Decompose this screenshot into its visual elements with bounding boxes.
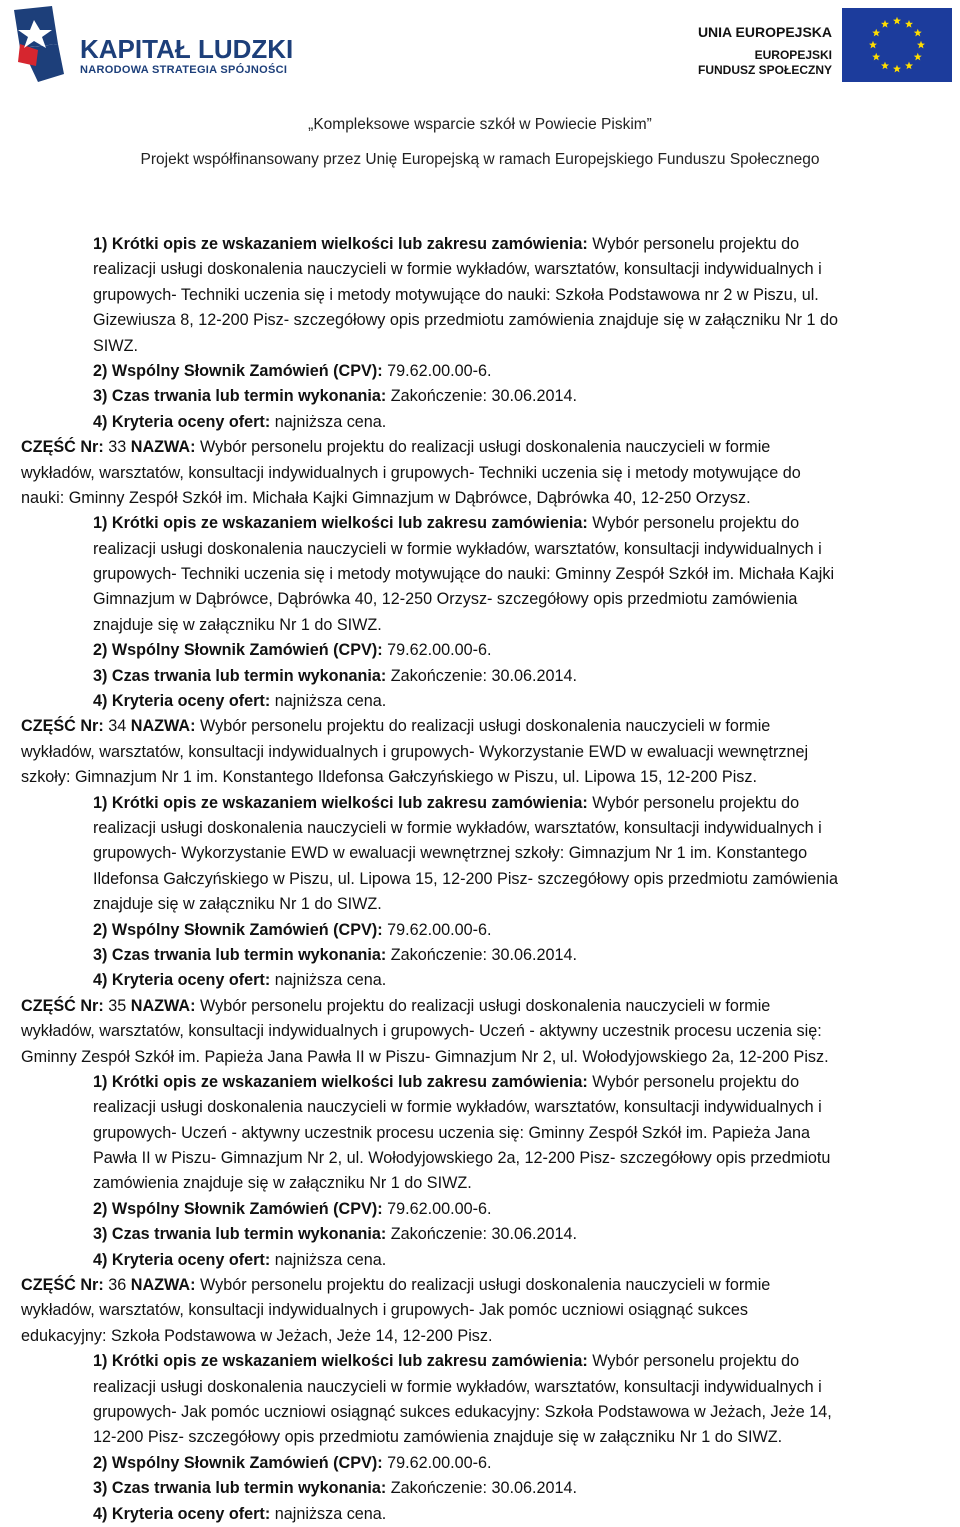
line-label: 1) Krótki opis ze wskazaniem wielkości lub zakresu zamówienia: <box>93 514 588 533</box>
line-text: najniższa cena. <box>270 1504 387 1523</box>
line-text: 35 <box>103 996 131 1015</box>
text-line <box>0 1425 960 1450</box>
text-line <box>0 1273 960 1298</box>
line-label: 3) Czas trwania lub termin wykonania: <box>93 1225 387 1244</box>
line-text: 79.62.00.00-6. <box>382 361 492 380</box>
eu-logo-line3: FUNDUSZ SPOŁECZNY <box>697 63 832 77</box>
line-text-name: Wybór personelu projektu do realizacji usługi doskonalenia nauczycieli w formie <box>195 438 771 457</box>
text-line <box>0 1095 960 1120</box>
line-label: 4) Kryteria oceny ofert: <box>93 692 271 711</box>
line-text: wykładów, warsztatów, konsultacji indywidualnych i grupowych- Uczeń - aktywny uczestnik procesu uczenia się: <box>21 1022 822 1041</box>
line-text: SIWZ. <box>93 336 138 355</box>
eu-logo <box>690 8 952 82</box>
line-text: 34 <box>103 717 131 736</box>
text-line <box>0 994 960 1019</box>
line-text: Wybór personelu projektu do <box>587 1352 800 1371</box>
line-label: 1) Krótki opis ze wskazaniem wielkości lub zakresu zamówienia: <box>93 235 588 253</box>
text-line <box>0 1451 960 1476</box>
text-line <box>0 257 960 282</box>
line-text: Zakończenie: 30.06.2014. <box>386 1479 578 1498</box>
line-text: Wybór personelu projektu do <box>587 793 800 812</box>
eu-logo-line1: UNIA EUROPEJSKA <box>697 24 832 40</box>
text-line <box>0 689 960 714</box>
line-text: grupowych- Techniki uczenia się i metody motywujące do nauki: Szkoła Podstawowa nr 2 w Piszu, ul. <box>93 285 819 304</box>
text-line <box>0 765 960 790</box>
text-line <box>0 537 960 562</box>
line-text: Zakończenie: 30.06.2014. <box>386 387 578 406</box>
line-text: 33 <box>103 438 131 457</box>
line-text: Wybór personelu projektu do <box>587 1072 800 1091</box>
text-line <box>0 918 960 943</box>
text-line <box>0 638 960 663</box>
text-line <box>0 968 960 993</box>
text-line <box>0 232 960 257</box>
line-text-name: Wybór personelu projektu do realizacji usługi doskonalenia nauczycieli w formie <box>195 717 771 736</box>
line-label: 2) Wspólny Słownik Zamówień (CPV): <box>93 361 383 380</box>
text-line <box>0 410 960 435</box>
line-label: 4) Kryteria oceny ofert: <box>93 971 271 990</box>
line-text: szkoły: Gimnazjum Nr 1 im. Konstantego Ildefonsa Gałczyńskiego w Piszu, ul. Lipowa 15, 12-200 Pisz. <box>21 768 757 787</box>
text-line <box>0 435 960 460</box>
text-line <box>0 791 960 816</box>
line-text: realizacji usługi doskonalenia nauczycieli w formie wykładów, warsztatów, konsultacji indywidualnych i <box>93 1098 822 1117</box>
line-text: Gimnazjum w Dąbrówce, Dąbrówka 40, 12-250 Orzysz- szczegółowy opis przedmiotu zamówienia <box>93 590 798 609</box>
line-text: wykładów, warsztatów, konsultacji indywidualnych i grupowych- Techniki uczenia się i metody motywujące do <box>21 463 801 482</box>
project-title: „Kompleksowe wsparcie szkół w Powiecie Piskim” <box>308 116 652 133</box>
text-line <box>0 1349 960 1374</box>
text-line <box>0 1502 960 1527</box>
text-line <box>0 1324 960 1349</box>
text-line <box>0 1070 960 1095</box>
text-line <box>0 1121 960 1146</box>
text-line <box>0 384 960 409</box>
line-label-name: NAZWA: <box>130 717 196 736</box>
line-label: 4) Kryteria oceny ofert: <box>93 1504 271 1523</box>
line-text: Pawła II w Piszu- Gimnazjum Nr 2, ul. Wołodyjowskiego 2a, 12-200 Pisz- szczegółowy opis przedmiotu <box>93 1149 831 1168</box>
line-text: realizacji usługi doskonalenia nauczycieli w formie wykładów, warsztatów, konsultacji indywidualnych i <box>93 539 822 558</box>
kapital-ludzki-logo <box>8 4 308 92</box>
text-line <box>0 1248 960 1273</box>
line-text: najniższa cena. <box>270 1250 387 1269</box>
text-line <box>0 1146 960 1171</box>
line-text: Ildefonsa Gałczyńskiego w Piszu, ul. Lipowa 15, 12-200 Pisz- szczegółowy opis przedmiotu zamówienia <box>93 869 838 888</box>
line-text: realizacji usługi doskonalenia nauczycieli w formie wykładów, warsztatów, konsultacji indywidualnych i <box>93 260 822 279</box>
line-text: 79.62.00.00-6. <box>382 1453 492 1472</box>
line-label: 3) Czas trwania lub termin wykonania: <box>93 387 387 406</box>
line-text: 12-200 Pisz- szczegółowy opis przedmiotu zamówienia znajduje się w załączniku Nr 1 do SIWZ. <box>93 1428 783 1447</box>
line-text: grupowych- Wykorzystanie EWD w ewaluacji wewnętrznej szkoły: Gimnazjum Nr 1 im. Konstantego <box>93 844 808 863</box>
line-text: wykładów, warsztatów, konsultacji indywidualnych i grupowych- Jak pomóc uczniowi osiągnąć sukces <box>21 1301 748 1320</box>
line-label: 3) Czas trwania lub termin wykonania: <box>93 666 387 685</box>
line-label-name: NAZWA: <box>130 438 196 457</box>
text-line <box>0 1400 960 1425</box>
text-line <box>0 1019 960 1044</box>
text-line <box>0 943 960 968</box>
line-text: 36 <box>103 1276 131 1295</box>
line-label: 3) Czas trwania lub termin wykonania: <box>93 945 387 964</box>
line-label: 1) Krótki opis ze wskazaniem wielkości lub zakresu zamówienia: <box>93 1072 588 1091</box>
line-label: 1) Krótki opis ze wskazaniem wielkości lub zakresu zamówienia: <box>93 793 588 812</box>
text-line <box>0 359 960 384</box>
line-text: najniższa cena. <box>270 412 387 431</box>
line-label: 3) Czas trwania lub termin wykonania: <box>93 1479 387 1498</box>
line-label: 2) Wspólny Słownik Zamówień (CPV): <box>93 1199 383 1218</box>
line-label-name: NAZWA: <box>130 1276 196 1295</box>
text-line <box>0 714 960 739</box>
line-text: 79.62.00.00-6. <box>382 641 492 660</box>
line-label: CZĘŚĆ Nr: <box>21 717 104 736</box>
line-text-name: Wybór personelu projektu do realizacji usługi doskonalenia nauczycieli w formie <box>195 996 771 1015</box>
project-subtitle: Projekt współfinansowany przez Unię Europejską w ramach Europejskiego Funduszu Społecznego <box>140 151 820 168</box>
text-line <box>0 613 960 638</box>
line-text: 79.62.00.00-6. <box>382 920 492 939</box>
line-text: zamówienia znajduje się w załączniku Nr 1 do SIWZ. <box>93 1174 472 1193</box>
line-text: najniższa cena. <box>270 692 387 711</box>
line-text: wykładów, warsztatów, konsultacji indywidualnych i grupowych- Wykorzystanie EWD w ewaluacji wewnętrznej <box>21 742 809 761</box>
line-text: znajduje się w załączniku Nr 1 do SIWZ. <box>93 895 382 914</box>
line-text: realizacji usługi doskonalenia nauczycieli w formie wykładów, warsztatów, konsultacji indywidualnych i <box>93 1377 822 1396</box>
kapital-ludzki-emblem-icon <box>8 4 78 92</box>
text-line <box>0 562 960 587</box>
text-line <box>0 816 960 841</box>
eu-flag-icon <box>842 8 952 82</box>
line-text: grupowych- Jak pomóc uczniowi osiągnąć sukces edukacyjny: Szkoła Podstawowa w Jeżach, Jeże 14, <box>93 1402 832 1421</box>
line-label: CZĘŚĆ Nr: <box>21 996 104 1015</box>
document-header <box>0 0 960 180</box>
line-text: Wybór personelu projektu do <box>587 514 800 533</box>
text-line <box>0 308 960 333</box>
text-line <box>0 1171 960 1196</box>
line-text: znajduje się w załączniku Nr 1 do SIWZ. <box>93 615 382 634</box>
line-label: 2) Wspólny Słownik Zamówień (CPV): <box>93 920 383 939</box>
line-text: Zakończenie: 30.06.2014. <box>386 666 578 685</box>
text-line <box>0 867 960 892</box>
text-line <box>0 1375 960 1400</box>
line-text: 79.62.00.00-6. <box>382 1199 492 1218</box>
line-label: 4) Kryteria oceny ofert: <box>93 1250 271 1269</box>
line-label: 1) Krótki opis ze wskazaniem wielkości lub zakresu zamówienia: <box>93 1352 588 1371</box>
text-line <box>0 486 960 511</box>
text-line <box>0 587 960 612</box>
line-label: CZĘŚĆ Nr: <box>21 1276 104 1295</box>
line-text: edukacyjny: Szkoła Podstawowa w Jeżach, Jeże 14, 12-200 Pisz. <box>21 1326 493 1345</box>
line-text: Gminny Zespół Szkół im. Papieża Jana Pawła II w Piszu- Gimnazjum Nr 2, ul. Wołodyjowskiego 2a, 12-200 Pisz. <box>21 1047 829 1066</box>
line-text: Gizewiusza 8, 12-200 Pisz- szczegółowy opis przedmiotu zamówienia znajduje się w załączniku Nr 1 do <box>93 311 838 330</box>
line-text: grupowych- Uczeń - aktywny uczestnik procesu uczenia się: Gminny Zespół Szkół im. Papieża Jana <box>93 1123 811 1142</box>
text-line <box>0 1298 960 1323</box>
line-label: 2) Wspólny Słownik Zamówień (CPV): <box>93 1453 383 1472</box>
line-text: grupowych- Techniki uczenia się i metody motywujące do nauki: Gminny Zespół Szkół im. Michała Kajki <box>93 565 835 584</box>
line-text: najniższa cena. <box>270 971 387 990</box>
text-line <box>0 892 960 917</box>
eu-logo-line2: EUROPEJSKI <box>754 48 832 62</box>
text-line <box>0 511 960 536</box>
text-line <box>0 841 960 866</box>
line-label: 2) Wspólny Słownik Zamówień (CPV): <box>93 641 383 660</box>
text-line <box>0 740 960 765</box>
line-text-name: Wybór personelu projektu do realizacji usługi doskonalenia nauczycieli w formie <box>195 1276 771 1295</box>
line-label-name: NAZWA: <box>130 996 196 1015</box>
text-line <box>0 1045 960 1070</box>
line-text: Wybór personelu projektu do <box>587 235 800 253</box>
text-line <box>0 1222 960 1247</box>
line-label: 4) Kryteria oceny ofert: <box>93 412 271 431</box>
line-text: nauki: Gminny Zespół Szkół im. Michała Kajki Gimnazjum w Dąbrówce, Dąbrówka 40, 12-250 Orzysz. <box>21 488 751 507</box>
text-line <box>0 664 960 689</box>
text-line <box>0 461 960 486</box>
text-line <box>0 334 960 359</box>
kapital-ludzki-subtitle: NARODOWA STRATEGIA SPÓJNOŚCI <box>80 64 288 76</box>
kapital-ludzki-title: KAPITAŁ LUDZKI <box>80 34 294 64</box>
line-text: Zakończenie: 30.06.2014. <box>386 1225 578 1244</box>
line-text: Zakończenie: 30.06.2014. <box>386 945 578 964</box>
line-text: realizacji usługi doskonalenia nauczycieli w formie wykładów, warsztatów, konsultacji indywidualnych i <box>93 818 822 837</box>
line-label: CZĘŚĆ Nr: <box>21 438 104 457</box>
document-body <box>0 232 960 1527</box>
text-line <box>0 283 960 308</box>
text-line <box>0 1197 960 1222</box>
text-line <box>0 1476 960 1501</box>
